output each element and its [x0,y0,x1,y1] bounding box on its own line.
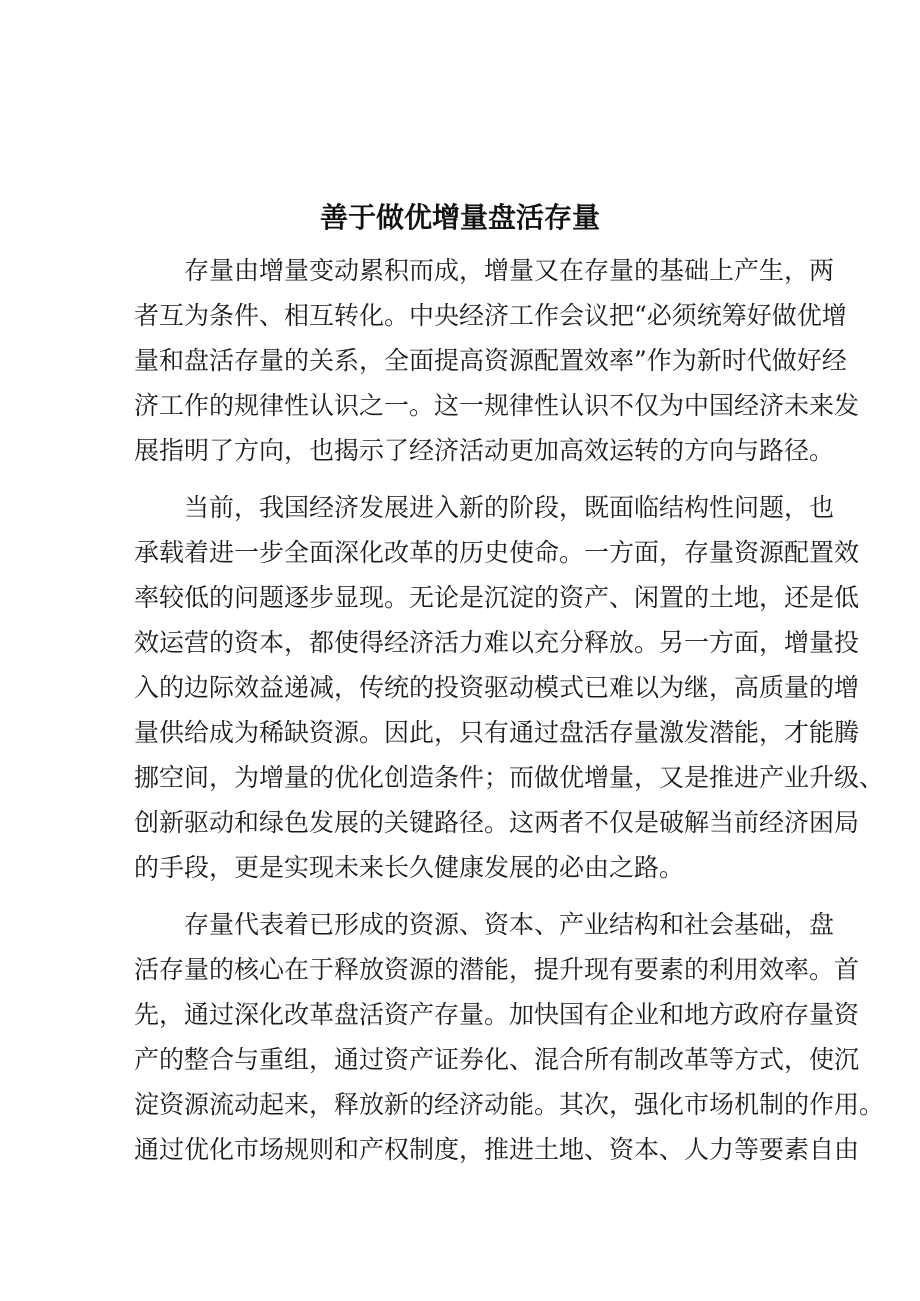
paragraph-line: 挪空间，为增量的优化创造条件；而做优增量，又是推进产业升级、 [134,763,885,792]
paragraph-line: 者互为条件、相互转化。中央经济工作会议把“必须统筹好做优增 [134,301,847,330]
paragraph-2 [134,485,885,890]
paragraph-line: 当前，我国经济发展进入新的阶段，既面临结构性问题，也 [184,493,835,522]
paragraph-line: 通过优化市场规则和产权制度，推进土地、资本、人力等要素自由 [134,1135,860,1164]
paragraph-line: 展指明了方向，也揭示了经济活动更加高效运转的方向与路径。 [134,436,835,465]
paragraph-line: 承载着进一步全面深化改革的历史使命。一方面，存量资源配置效 [134,538,860,567]
paragraph-line: 淀资源流动起来，释放新的经济动能。其次，强化市场机制的作用。 [134,1090,885,1119]
paragraph-line: 率较低的问题逐步显现。无论是沉淀的资产、闲置的土地，还是低 [134,583,860,612]
paragraph-3 [134,902,885,1172]
paragraph-line: 存量代表着已形成的资源、资本、产业结构和社会基础，盘 [184,910,835,939]
paragraph-line: 济工作的规律性认识之一。这一规律性认识不仅为中国经济未来发 [134,391,860,420]
paragraph-line: 产的整合与重组，通过资产证券化、混合所有制改革等方式，使沉 [134,1045,860,1074]
paragraph-line: 量供给成为稀缺资源。因此，只有通过盘活存量激发潜能，才能腾 [134,718,860,747]
paragraph-line: 活存量的核心在于释放资源的潜能，提升现有要素的利用效率。首 [134,955,860,984]
document-body [134,248,885,1184]
paragraph-line: 量和盘活存量的关系，全面提高资源配置效率”作为新时代做好经 [134,346,847,375]
paragraph-1 [134,248,860,473]
document-title: 善于做优增量盘活存量 [319,201,600,234]
paragraph-line: 存量由增量变动累积而成，增量又在存量的基础上产生，两 [184,256,835,285]
paragraph-line: 创新驱动和绿色发展的关键路径。这两者不仅是破解当前经济困局 [134,808,860,837]
paragraph-line: 先，通过深化改革盘活资产存量。加快国有企业和地方政府存量资 [134,1000,860,1029]
paragraph-line: 的手段，更是实现未来长久健康发展的必由之路。 [134,853,685,882]
paragraph-line: 效运营的资本，都使得经济活力难以充分释放。另一方面，增量投 [134,628,860,657]
paragraph-line: 入的边际效益递减，传统的投资驱动模式已难以为继，高质量的增 [134,673,860,702]
